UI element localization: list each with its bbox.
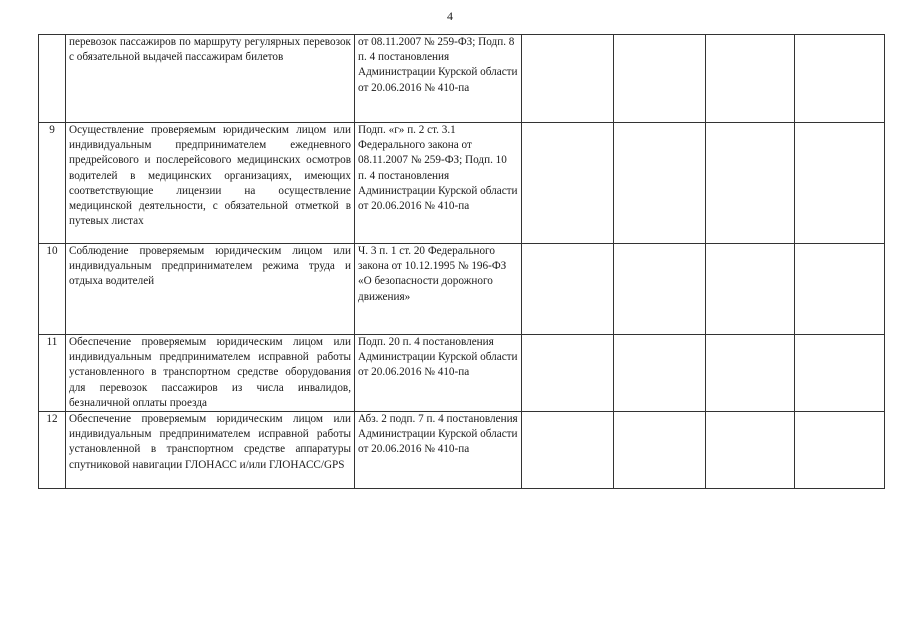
row-number: 11 xyxy=(39,335,66,412)
empty-cell xyxy=(795,123,885,244)
legal-basis-text: Подп. «г» п. 2 ст. 3.1 Федерального закона от 08.11.2007 № 259-ФЗ; Подп. 10 п. 4 постановления Администрации Курской области от 20.06.2016 № 410-па xyxy=(355,123,522,244)
row-number: 12 xyxy=(39,412,66,489)
empty-cell xyxy=(522,244,614,335)
empty-cell xyxy=(795,35,885,123)
empty-cell xyxy=(614,335,706,412)
table-row xyxy=(39,123,885,244)
empty-cell xyxy=(614,244,706,335)
row-number: 9 xyxy=(39,123,66,244)
table-row xyxy=(39,412,885,489)
empty-cell xyxy=(795,412,885,489)
requirement-text: перевозок пассажиров по маршруту регулярных перевозок с обязательной выдачей пассажирам билетов xyxy=(66,35,355,123)
checklist-table xyxy=(38,34,885,489)
requirement-text: Соблюдение проверяемым юридическим лицом или индивидуальным предпринимателем режима труда и отдыха водителей xyxy=(66,244,355,335)
empty-cell xyxy=(706,244,795,335)
row-number: 10 xyxy=(39,244,66,335)
table-row xyxy=(39,35,885,123)
table-row xyxy=(39,244,885,335)
legal-basis-text: Абз. 2 подп. 7 п. 4 постановления Администрации Курской области от 20.06.2016 № 410-па xyxy=(355,412,522,489)
empty-cell xyxy=(706,335,795,412)
empty-cell xyxy=(522,412,614,489)
row-number xyxy=(39,35,66,123)
requirement-text: Обеспечение проверяемым юридическим лицом или индивидуальным предпринимателем исправной работы установленной в транспортном средстве аппаратуры спутниковой навигации ГЛОНАСС и/или ГЛОНАСС/GPS xyxy=(66,412,355,489)
legal-basis-text: от 08.11.2007 № 259-ФЗ; Подп. 8 п. 4 постановления Администрации Курской области от 20.06.2016 № 410-па xyxy=(355,35,522,123)
requirement-text: Обеспечение проверяемым юридическим лицом или индивидуальным предпринимателем исправной работы установленного в транспортном средстве оборудования для перевозок пассажиров из числа инвалидов, безналичной оплаты проезда xyxy=(66,335,355,412)
empty-cell xyxy=(706,412,795,489)
table-row xyxy=(39,335,885,412)
empty-cell xyxy=(795,244,885,335)
empty-cell xyxy=(706,123,795,244)
empty-cell xyxy=(522,35,614,123)
requirement-text: Осуществление проверяемым юридическим лицом или индивидуальным предпринимателем ежедневного предрейсового и послерейсового медицинских осмотров водителей в медицинских организациях, имеющих соответствующие лицензии на осуществление медицинской деятельности, с обязательной отметкой в путевых листах xyxy=(66,123,355,244)
empty-cell xyxy=(614,123,706,244)
empty-cell xyxy=(795,335,885,412)
empty-cell xyxy=(614,35,706,123)
empty-cell xyxy=(522,335,614,412)
legal-basis-text: Подп. 20 п. 4 постановления Администрации Курской области от 20.06.2016 № 410-па xyxy=(355,335,522,412)
legal-basis-text: Ч. 3 п. 1 ст. 20 Федерального закона от 10.12.1995 № 196-ФЗ «О безопасности дорожного движения» xyxy=(355,244,522,335)
empty-cell xyxy=(614,412,706,489)
empty-cell xyxy=(706,35,795,123)
page-number: 4 xyxy=(447,9,453,23)
empty-cell xyxy=(522,123,614,244)
